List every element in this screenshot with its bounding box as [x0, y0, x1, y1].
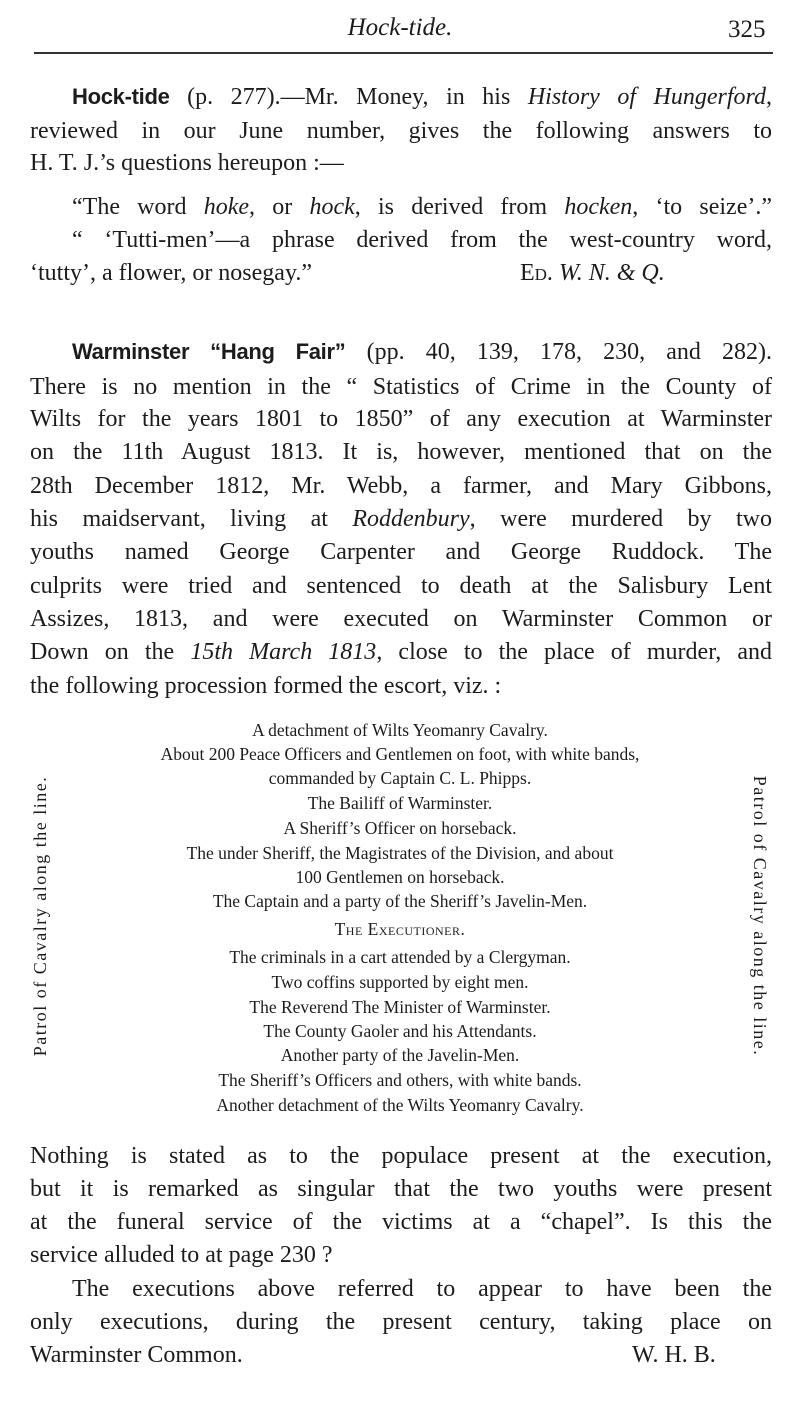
signature-prefix: Ed. [520, 260, 553, 286]
entry-heading: Hock-tide [72, 84, 170, 109]
running-title: Hock-tide. [347, 14, 453, 41]
side-note-right: Patrol of Cavalry along the line. [750, 775, 770, 1057]
italic-text: Roddenbury [352, 506, 470, 532]
text-line [30, 537, 772, 567]
text-line [30, 571, 772, 601]
text-segment: “ ‘Tutti-men’—a phrase derived from the west-country word, [72, 227, 772, 253]
text-line [30, 372, 772, 402]
text-line [30, 671, 772, 701]
text-line [30, 1174, 772, 1204]
signature-author: W. H. B. [632, 1342, 716, 1368]
text-segment: H. T. J.’s questions hereupon :— [30, 150, 344, 176]
header-rule [34, 52, 773, 54]
text-line [72, 225, 772, 255]
italic-text: History of Hungerford [527, 84, 766, 110]
procession-item: About 200 Peace Officers and Gentlemen on foot, with white bands, [160, 744, 640, 764]
text-segment: only executions, during the present century, taking place on [30, 1309, 772, 1335]
procession-item: A detachment of Wilts Yeomanry Cavalry. [252, 720, 548, 740]
text-line [72, 337, 772, 367]
procession-item: The Bailiff of Warminster. [307, 793, 493, 813]
text-line [30, 437, 772, 467]
text-segment: Down on the [30, 639, 191, 665]
text-line [72, 82, 772, 112]
text-line [72, 1274, 772, 1304]
procession-item: Two coffins supported by eight men. [271, 972, 529, 992]
text-segment: “The word [72, 194, 204, 220]
text-segment: (pp. 40, 139, 178, 230, and 282). [345, 339, 772, 365]
text-line [30, 1141, 772, 1171]
page-number: 325 [728, 16, 766, 43]
text-segment: Warminster Common. [30, 1342, 243, 1368]
text-segment: , or [249, 194, 310, 220]
text-line [30, 471, 772, 501]
procession-item: 100 Gentlemen on horseback. [295, 867, 505, 887]
text-segment: , close to the place of murder, and [376, 639, 773, 665]
text-segment: , [766, 84, 772, 110]
text-line [30, 504, 772, 534]
text-line [30, 637, 772, 667]
text-segment: , were murdered by two [469, 506, 772, 532]
signature-editor [520, 258, 665, 288]
procession-item: The Reverend The Minister of Warminster. [249, 997, 551, 1017]
procession-item: The County Gaoler and his Attendants. [263, 1021, 537, 1041]
text-segment: The executions above referred to appear to have been the [72, 1276, 772, 1302]
italic-text: hock [309, 194, 355, 220]
text-segment: culprits were tried and sentenced to death at the Salisbury Lent [30, 573, 772, 599]
text-segment: ‘tutty’, a flower, or nosegay.” [30, 260, 313, 286]
side-note-left: Patrol of Cavalry along the line. [30, 775, 50, 1057]
text-segment: (p. 277).—Mr. Money, in his [169, 84, 528, 110]
text-line [30, 404, 772, 434]
text-segment: reviewed in our June number, gives the following answers to [30, 118, 772, 144]
text-segment: youths named George Carpenter and George Ruddock. The [30, 539, 772, 565]
text-segment: the following procession formed the escort, viz. : [30, 673, 502, 699]
text-line [30, 148, 772, 178]
text-segment: his maidservant, living at [30, 506, 353, 532]
text-segment: , ‘to seize’.” [632, 194, 772, 220]
entry-heading: Warminster “Hang Fair” [72, 339, 346, 364]
procession-item: The under Sheriff, the Magistrates of the Division, and about [186, 843, 614, 863]
text-line [30, 1307, 772, 1337]
procession-item: The criminals in a cart attended by a Clergyman. [229, 947, 571, 967]
procession-item: commanded by Captain C. L. Phipps. [268, 768, 532, 788]
procession-item: The Executioner. [334, 919, 466, 939]
procession-item: Another party of the Javelin-Men. [280, 1045, 520, 1065]
procession-item: The Sheriff’s Officers and others, with white bands. [218, 1070, 582, 1090]
italic-text: hoke [203, 194, 250, 220]
signature-name: W. N. & Q. [552, 260, 665, 286]
text-segment: on the 11th August 1813. It is, however, mentioned that on the [30, 439, 772, 465]
italic-text: 15th March 1813 [190, 639, 377, 665]
text-line [30, 1207, 772, 1237]
procession-item: The Captain and a party of the Sheriff’s Javelin-Men. [212, 891, 588, 911]
italic-text: hocken [564, 194, 633, 220]
text-segment: There is no mention in the “ Statistics of Crime in the County of [30, 374, 772, 400]
text-segment: Assizes, 1813, and were executed on Warminster Common or [30, 606, 772, 632]
text-segment: 28th December 1812, Mr. Webb, a farmer, and Mary Gibbons, [30, 473, 772, 499]
text-segment: at the funeral service of the victims at a “chapel”. Is this the [30, 1209, 772, 1235]
text-line [72, 192, 772, 222]
text-line [30, 116, 772, 146]
text-segment: Nothing is stated as to the populace present at the execution, [30, 1143, 772, 1169]
procession-item: A Sheriff’s Officer on horseback. [283, 818, 517, 838]
text-segment: but it is remarked as singular that the two youths were present [30, 1176, 772, 1202]
text-segment: service alluded to at page 230 ? [30, 1242, 333, 1268]
procession-item: Another detachment of the Wilts Yeomanry Cavalry. [216, 1095, 584, 1115]
text-segment: , is derived from [354, 194, 565, 220]
text-line [30, 1240, 772, 1270]
text-line [30, 604, 772, 634]
text-segment: Wilts for the years 1801 to 1850” of any execution at Warminster [30, 406, 772, 432]
